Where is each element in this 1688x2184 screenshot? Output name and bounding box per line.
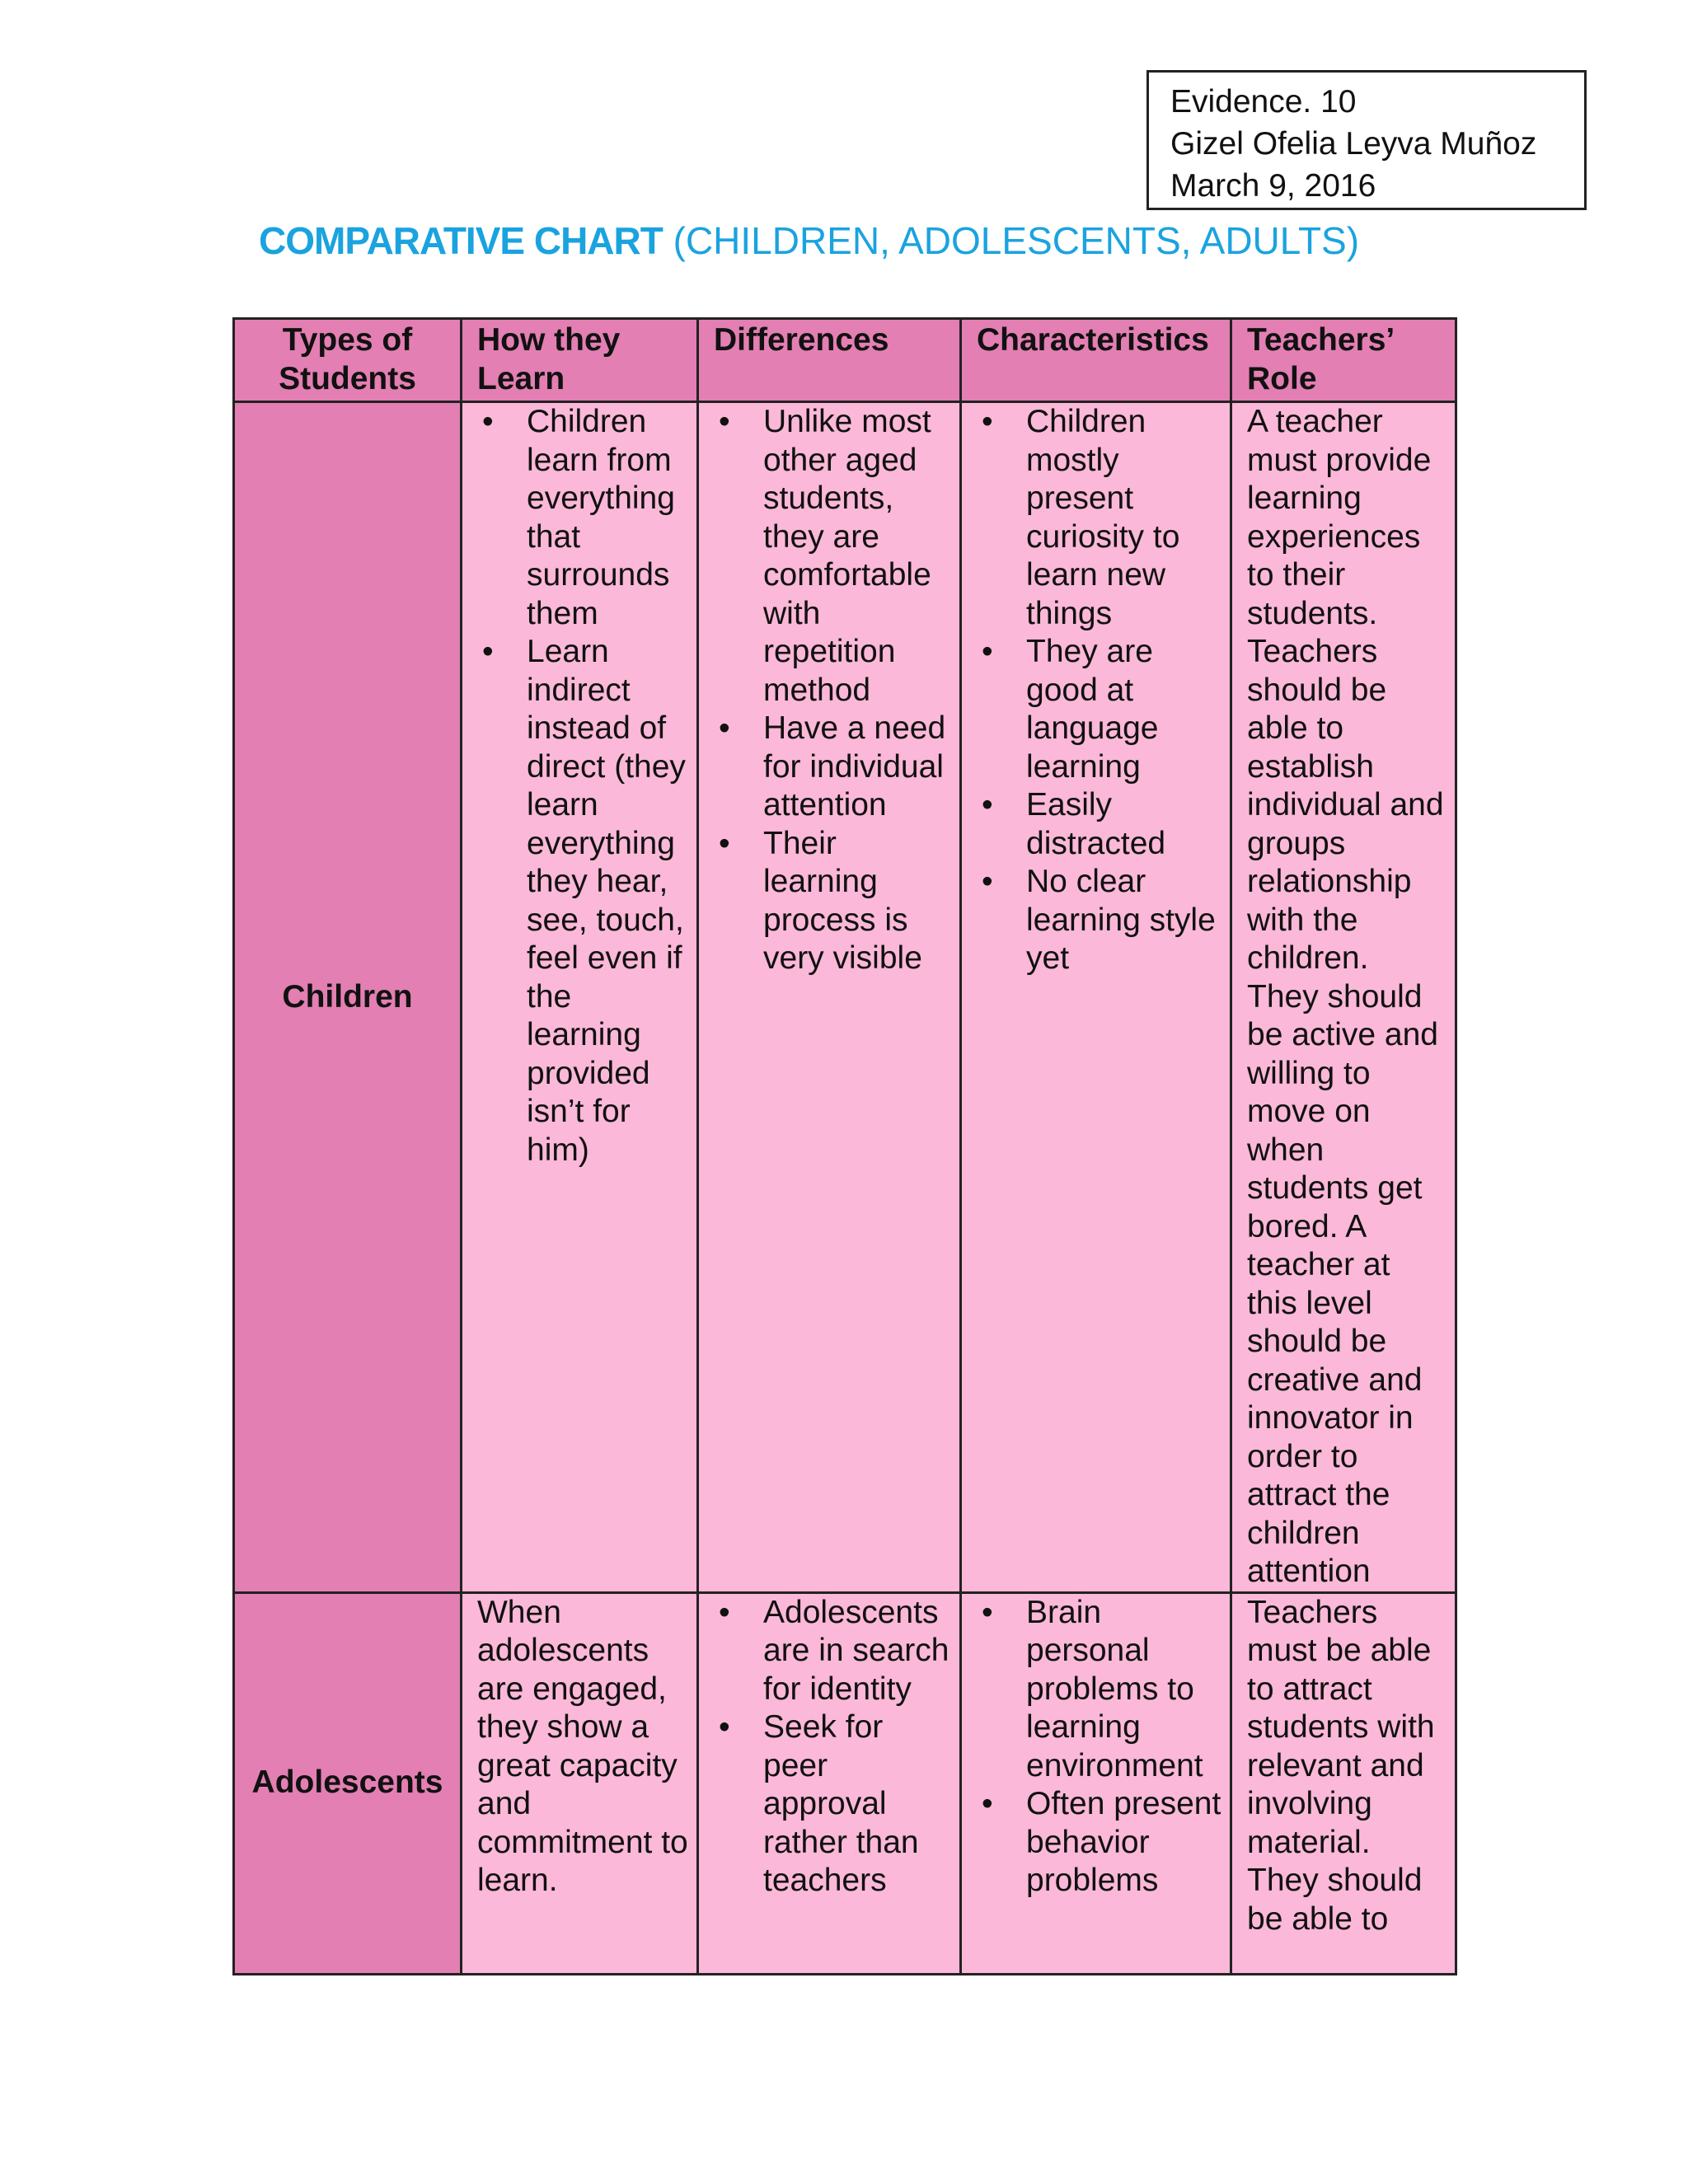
- author-name: Gizel Ofelia Leyva Muñoz: [1170, 126, 1537, 162]
- bullet-list: [714, 1594, 953, 1900]
- list-item: [714, 710, 953, 825]
- title-subtitle: (CHILDREN, ADOLESCENTS, ADULTS): [662, 219, 1360, 262]
- list-item: [477, 403, 690, 633]
- bullet-icon: •: [982, 864, 993, 899]
- comparative-table: [232, 317, 1457, 1975]
- list-item: [977, 633, 1223, 786]
- list-item: [714, 825, 953, 978]
- list-item: [477, 633, 690, 1169]
- cell-children-teachers-role: A teacher must provide learning experiences to their students. Teachers should be able to establish individual and groups relationship with the children. They should be active and willing to move on when students get bored. A teacher at this level should be creative and innovator in order to attract the children attention: [1231, 402, 1456, 1593]
- title-main: COMPARATIVE CHART: [259, 219, 663, 262]
- table-row-children: [234, 402, 1456, 1593]
- bullet-icon: •: [482, 634, 494, 669]
- header-characteristics: Characteristics: [961, 319, 1231, 402]
- list-item-text: No clear learning style yet: [1026, 864, 1216, 976]
- bullet-icon: •: [982, 1594, 993, 1630]
- cell-adolescents-differences: [698, 1592, 961, 1974]
- list-item-text: Adolescents are in search for identity: [763, 1594, 950, 1707]
- list-item: [714, 1708, 953, 1900]
- bullet-list: [977, 403, 1223, 978]
- list-item: [977, 786, 1223, 863]
- cell-adolescents-learn: When adolescents are engaged, they show a great capacity and commitment to learn.: [462, 1592, 698, 1974]
- bullet-icon: •: [719, 1709, 730, 1745]
- bullet-icon: •: [482, 404, 494, 439]
- list-item-text: Brain personal problems to learning environment: [1026, 1594, 1203, 1783]
- list-item-text: Easily distracted: [1026, 787, 1166, 861]
- bullet-icon: •: [982, 787, 993, 823]
- bullet-list: [714, 403, 953, 978]
- list-item-text: Have a need for individual attention: [763, 710, 946, 823]
- list-item-text: Seek for peer approval rather than teachers: [763, 1709, 919, 1898]
- evidence-number: Evidence. 10: [1170, 84, 1357, 120]
- header-teachers-role: Teachers’ Role: [1231, 319, 1456, 402]
- bullet-icon: •: [719, 404, 730, 439]
- list-item: [977, 863, 1223, 978]
- document-date: March 9, 2016: [1170, 168, 1376, 204]
- bullet-icon: •: [719, 710, 730, 746]
- row-type-children: Children: [234, 402, 462, 1593]
- list-item: [977, 403, 1223, 633]
- cell-children-characteristics: [961, 402, 1231, 1593]
- bullet-icon: •: [982, 1786, 993, 1821]
- list-item-text: Children learn from everything that surrounds them: [527, 404, 675, 631]
- bullet-icon: •: [719, 1594, 730, 1630]
- list-item-text: Learn indirect instead of direct (they learn everything they hear, see, touch, feel even if the learning provided isn’t for him): [527, 634, 686, 1168]
- table-header-row: [234, 319, 1456, 402]
- list-item-text: Their learning process is very visible: [763, 825, 922, 976]
- bullet-icon: •: [982, 634, 993, 669]
- bullet-list: [477, 403, 690, 1169]
- header-how-they-learn: How they Learn: [462, 319, 698, 402]
- list-item: [977, 1785, 1223, 1900]
- list-item: [977, 1594, 1223, 1786]
- evidence-box: [1146, 70, 1587, 210]
- row-type-adolescents: Adolescents: [234, 1592, 462, 1974]
- list-item-text: Often present behavior problems: [1026, 1786, 1221, 1898]
- page-title: [259, 218, 1359, 263]
- bullet-icon: •: [719, 825, 730, 861]
- list-item-text: Children mostly present curiosity to learn new things: [1026, 404, 1180, 631]
- list-item: [714, 1594, 953, 1709]
- list-item-text: They are good at language learning: [1026, 634, 1159, 785]
- cell-children-differences: [698, 402, 961, 1593]
- header-types-of-students: Types of Students: [234, 319, 462, 402]
- cell-children-learn: [462, 402, 698, 1593]
- cell-adolescents-characteristics: [961, 1592, 1231, 1974]
- table-row-adolescents: [234, 1592, 1456, 1974]
- bullet-icon: •: [982, 404, 993, 439]
- list-item: [714, 403, 953, 710]
- cell-adolescents-teachers-role: Teachers must be able to attract students with relevant and involving material. They should be able to: [1231, 1592, 1456, 1974]
- header-differences: Differences: [698, 319, 961, 402]
- list-item-text: Unlike most other aged students, they are comfortable with repetition method: [763, 404, 931, 708]
- bullet-list: [977, 1594, 1223, 1900]
